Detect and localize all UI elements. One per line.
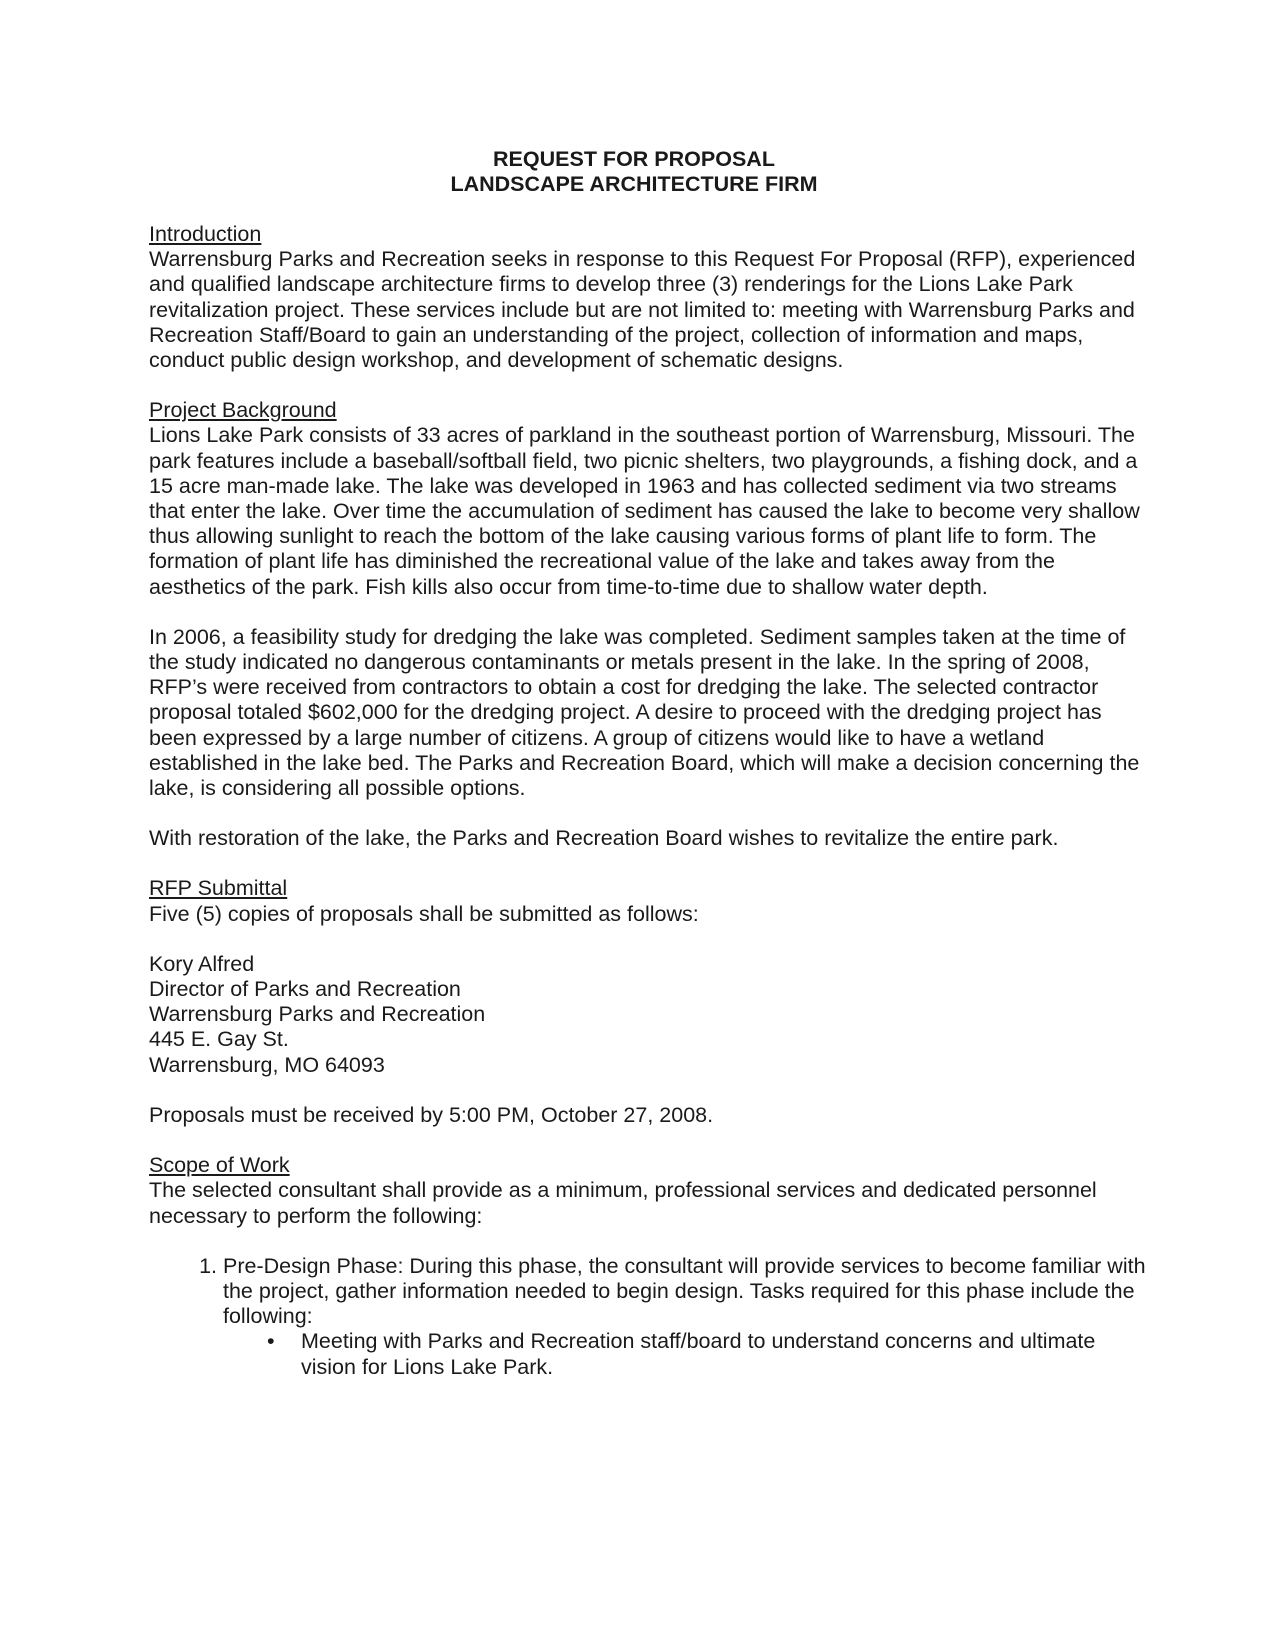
introduction-section <box>149 222 1149 373</box>
background-heading: Project Background <box>149 398 337 423</box>
bullet-item: • Meeting with Parks and Recreation staff/board to understand concerns and ultimate vision for Lions Lake Park. <box>301 1329 1149 1379</box>
submittal-deadline: Proposals must be received by 5:00 PM, October 27, 2008. <box>149 1102 714 1127</box>
background-section <box>149 398 1149 851</box>
document-title <box>119 147 1149 197</box>
submittal-section <box>149 876 1149 1128</box>
mailing-address <box>149 952 1149 1078</box>
introduction-text: Warrensburg Parks and Recreation seeks in response to this Request For Proposal (RFP), experienced and qualified landscape architecture firms to develop three (3) renderings for the Lions Lake Park revitalization project. These services include but are not limited to: meeting with Warrensburg Parks and Recreation Staff/Board to gain an understanding of the project, collection of information and maps, conduct public design workshop, and development of schematic designs. <box>149 247 1136 373</box>
background-paragraph-2: In 2006, a feasibility study for dredging the lake was completed. Sediment samples taken at the time of the study indicated no dangerous contaminants or metals present in the lake. In the spring of 2008, RFP’s were received from contractors to obtain a cost for dredging the lake. The selected contractor proposal totaled $602,000 for the dredging project. A desire to proceed with the dredging project has been expressed by a large number of citizens. A group of citizens would like to have a wetland established in the lake bed. The Parks and Recreation Board, which will make a decision concerning the lake, is considering all possible options. <box>149 624 1140 801</box>
scope-heading: Scope of Work <box>149 1153 290 1178</box>
bullet-list <box>223 1329 1149 1379</box>
list-item <box>223 1254 1149 1380</box>
scope-list <box>149 1254 1149 1380</box>
background-paragraph-3: With restoration of the lake, the Parks and Recreation Board wishes to revitalize the entire park. <box>149 826 1059 851</box>
introduction-heading: Introduction <box>149 222 262 246</box>
address-line: Kory Alfred <box>149 951 255 976</box>
list-item-text: Pre-Design Phase: During this phase, the consultant will provide services to become familiar with the project, gather information needed to begin design. Tasks required for this phase include the following: <box>223 1253 1146 1329</box>
address-line: Director of Parks and Recreation <box>149 977 461 1002</box>
background-paragraph-1: Lions Lake Park consists of 33 acres of parkland in the southeast portion of Warrensburg, Missouri. The park features include a baseball/softball field, two picnic shelters, two playgrounds, a fishing dock, and a 15 acre man-made lake. The lake was developed in 1963 and has collected sediment via two streams that enter the lake. Over time the accumulation of sediment has caused the lake to become very shallow thus allowing sunlight to reach the bottom of the lake causing various forms of plant life to form. The formation of plant life has diminished the recreational value of the lake and takes away from the aesthetics of the park. Fish kills also occur from time-to-time due to shallow water depth. <box>149 423 1140 599</box>
address-line: Warrensburg, MO 64093 <box>149 1052 385 1077</box>
submittal-intro: Five (5) copies of proposals shall be submitted as follows: <box>149 901 699 926</box>
address-line: 445 E. Gay St. <box>149 1027 289 1052</box>
title-line-1: REQUEST FOR PROPOSAL <box>493 147 775 171</box>
address-line: Warrensburg Parks and Recreation <box>149 1002 486 1027</box>
scope-intro: The selected consultant shall provide as a minimum, professional services and dedicated personnel necessary to perform the following: <box>149 1178 1097 1228</box>
submittal-heading: RFP Submittal <box>149 876 288 901</box>
document-page <box>149 147 1149 1380</box>
title-line-2: LANDSCAPE ARCHITECTURE FIRM <box>450 172 818 196</box>
scope-section <box>149 1153 1149 1380</box>
